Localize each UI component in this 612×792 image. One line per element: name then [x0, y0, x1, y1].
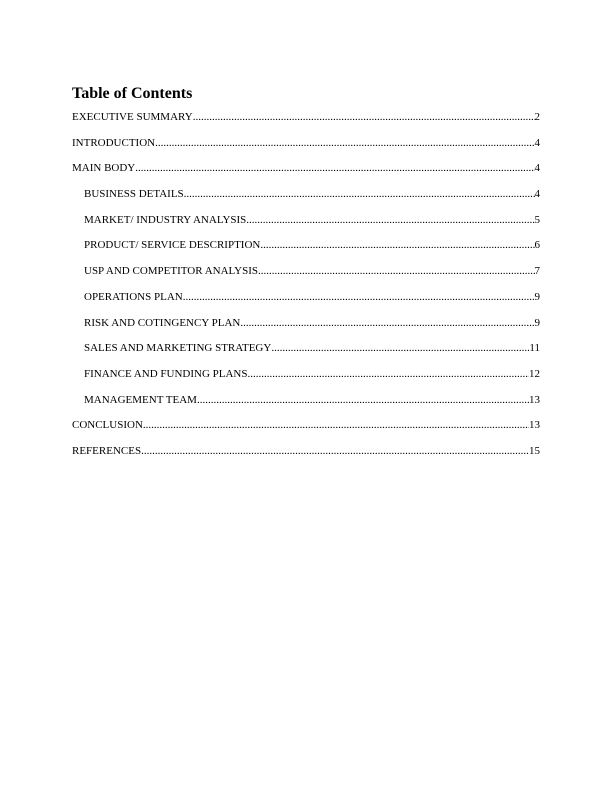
- toc-entry-page: 5: [534, 213, 540, 226]
- toc-title: Table of Contents: [72, 85, 193, 102]
- toc-entry-page: 2: [534, 111, 540, 123]
- toc-dot-leader: [258, 263, 534, 279]
- toc-dot-leader: [141, 443, 529, 459]
- toc-list: [72, 109, 540, 469]
- toc-entry-product-service-description[interactable]: [72, 237, 540, 263]
- toc-entry-label: FINANCE AND FUNDING PLANS: [84, 367, 248, 380]
- toc-entry-operations-plan[interactable]: [72, 289, 540, 315]
- toc-entry-label: INTRODUCTION: [72, 136, 156, 149]
- toc-dot-leader: [143, 417, 529, 433]
- toc-entry-label: REFERENCES: [72, 444, 142, 457]
- toc-entry-page: 9: [534, 316, 540, 329]
- toc-entry-label: USP AND COMPETITOR ANALYSIS: [84, 265, 259, 278]
- toc-entry-page: 13: [529, 419, 540, 432]
- toc-entry-page: 4: [534, 136, 540, 149]
- toc-dot-leader: [271, 340, 529, 356]
- toc-entry-page: 6: [534, 239, 540, 252]
- toc-entry-label: OPERATIONS PLAN: [84, 290, 183, 303]
- toc-entry-page: 4: [534, 188, 540, 201]
- toc-entry-label: RISK AND COTINGENCY PLAN: [84, 316, 241, 329]
- toc-dot-leader: [240, 315, 534, 331]
- toc-entry-introduction[interactable]: [72, 135, 540, 161]
- toc-dot-leader: [193, 109, 535, 125]
- toc-entry-sales-marketing-strategy[interactable]: [72, 340, 540, 366]
- toc-dot-leader: [135, 160, 534, 176]
- toc-entry-label: MANAGEMENT TEAM: [84, 393, 197, 406]
- toc-entry-label: BUSINESS DETAILS: [84, 188, 184, 201]
- toc-dot-leader: [155, 135, 534, 151]
- toc-entry-risk-contingency-plan[interactable]: [72, 315, 540, 341]
- toc-entry-executive-summary[interactable]: [72, 109, 540, 135]
- toc-entry-references[interactable]: [72, 443, 540, 469]
- toc-entry-page: 12: [529, 367, 540, 380]
- toc-entry-page: 15: [529, 444, 540, 457]
- toc-dot-leader: [184, 186, 535, 202]
- toc-entry-page: 13: [529, 393, 540, 406]
- toc-entry-label: SALES AND MARKETING STRATEGY: [84, 342, 272, 355]
- toc-entry-usp-competitor-analysis[interactable]: [72, 263, 540, 289]
- toc-entry-label: EXECUTIVE SUMMARY: [72, 111, 193, 123]
- toc-entry-label: MAIN BODY: [72, 162, 136, 175]
- toc-entry-label: PRODUCT/ SERVICE DESCRIPTION: [84, 239, 261, 252]
- toc-entry-finance-funding-plans[interactable]: [72, 366, 540, 392]
- toc-entry-page: 11: [529, 342, 540, 355]
- toc-entry-main-body[interactable]: [72, 160, 540, 186]
- toc-dot-leader: [260, 237, 534, 253]
- toc-entry-label: CONCLUSION: [72, 419, 143, 432]
- toc-entry-page: 4: [534, 162, 540, 175]
- toc-entry-management-team[interactable]: [72, 392, 540, 418]
- toc-entry-conclusion[interactable]: [72, 417, 540, 443]
- toc-dot-leader: [183, 289, 535, 305]
- toc-entry-label: MARKET/ INDUSTRY ANALYSIS: [84, 213, 247, 226]
- toc-entry-page: 9: [534, 290, 540, 303]
- toc-dot-leader: [197, 392, 529, 408]
- toc-dot-leader: [246, 212, 534, 228]
- toc-dot-leader: [248, 366, 530, 382]
- toc-entry-page: 7: [534, 265, 540, 278]
- toc-entry-market-industry-analysis[interactable]: [72, 212, 540, 238]
- toc-entry-business-details[interactable]: [72, 186, 540, 212]
